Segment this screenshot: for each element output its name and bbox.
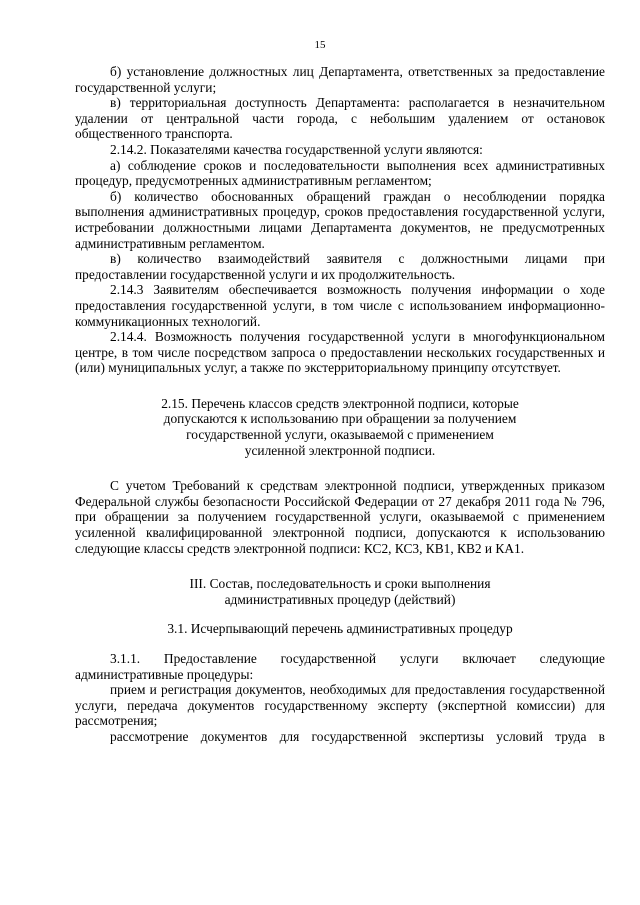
heading-line: III. Состав, последовательность и сроки выполнения [189, 576, 491, 592]
paragraph-2-14-3: 2.14.3 Заявителям обеспечивается возможность получения информации о ходе предоставления государственной услуги, в том числе с использованием информационно-коммуникационных технологий. [75, 282, 605, 329]
heading-line: 2.15. Перечень классов средств электронной подписи, которые [161, 395, 519, 411]
paragraph-b-responsible-officials: б) установление должностных лиц Департамента, ответственных за предоставление государственной услуги; [75, 64, 605, 95]
paragraph-reception: прием и регистрация документов, необходимых для предоставления государственной услуги, передача документов государственному эксперту (экспертной комиссии) для рассмотрения; [75, 682, 605, 729]
section-3-heading [75, 576, 605, 607]
paragraph-v-interactions: в) количество взаимодействий заявителя с должностными лицами при предоставлении государственной услуги и их продолжительность. [75, 251, 605, 282]
paragraph-a-deadlines: а) соблюдение сроков и последовательности выполнения всех административных процедур, предусмотренных административным регламентом; [75, 157, 605, 189]
page-number: 15 [314, 39, 326, 51]
heading-line: государственной услуги, оказываемой с применением [186, 427, 494, 443]
paragraph-2-14-2: 2.14.2. Показателями качества государственной услуги являются: [110, 141, 483, 157]
section-2-15-heading [75, 396, 605, 458]
document-body [75, 64, 605, 745]
paragraph-3-1-1: 3.1.1. Предоставление государственной услуги включает следующие административные процедуры: [75, 651, 605, 682]
heading-line: административных процедур (действий) [224, 591, 456, 607]
paragraph-review: рассмотрение документов для государственной экспертизы условий труда в [110, 728, 605, 744]
heading-line: усиленной электронной подписи. [244, 442, 436, 458]
paragraph-b-complaints: б) количество обоснованных обращений граждан о несоблюдении порядка выполнения административных процедур, сроков предоставления государственной услуги, истребовании должностными лицами Департамента документов, не предусмотренных административным регламентом. [75, 188, 605, 251]
paragraph-v-territorial-access: в) территориальная доступность Департамента: располагается в незначительном удалении от центральной части города, с небольшим удалением от остановок общественного транспорта. [75, 95, 605, 142]
paragraph-2-14-4: 2.14.4. Возможность получения государственной услуги в многофункциональном центре, в том числе посредством запроса о предоставлении нескольких государственных и (или) муниципальных услуг, а также по экстерриториальному принципу отсутствует. [75, 329, 605, 376]
subheading-3-1: 3.1. Исчерпывающий перечень административных процедур [167, 621, 513, 637]
paragraph-signature-classes: С учетом Требований к средствам электронной подписи, утвержденных приказом Федеральной службы безопасности Российской Федерации от 27 декабря 2011 года № 796, при обращении за получением государственной услуги, оказываемой с применением усиленной квалифицированной электронной подписи, допускаются к использованию следующие классы средств электронной подписи: КС2, КС3, КВ1, КВ2 и КА1. [75, 478, 605, 556]
heading-line: допускаются к использованию при обращении за получением [163, 411, 517, 427]
